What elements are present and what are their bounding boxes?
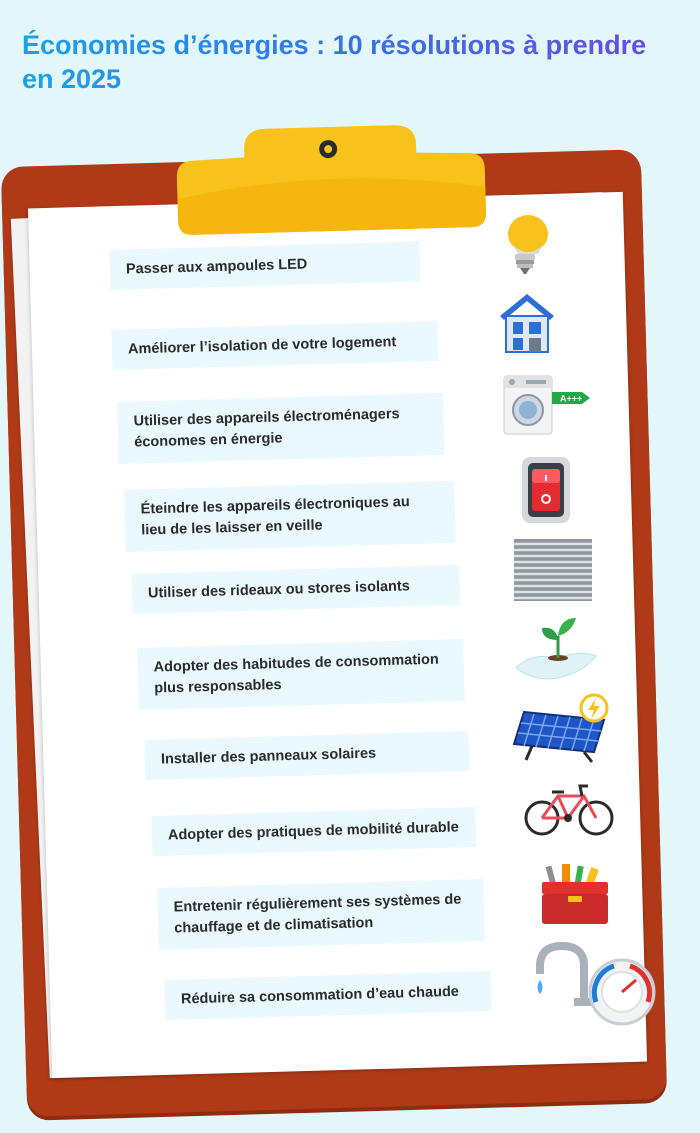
resolution-label-7: Installer des panneaux solaires [144,731,469,780]
solar-panel-icon [512,690,612,764]
house-icon [496,290,558,356]
washing-machine-icon [500,372,592,436]
energy-class-badge: A+++ [560,393,583,404]
faucet-thermostat-icon [526,940,660,1026]
led-bulb-icon [498,210,554,276]
page-title: Économies d’énergies : 10 résolutions à prendre en 2025 [22,28,672,96]
resolution-label-4: Éteindre les appareils électroniques au lieu de les laisser en veille [124,481,456,552]
resolution-label-9: Entretenir régulièrement ses systèmes de chauffage et de climatisation [157,879,485,950]
resolution-label-2: Améliorer l’isolation de votre logement [111,321,438,370]
resolution-label-1: Passer aux ampoules LED [109,241,420,290]
resolution-label-3: Utiliser des appareils électroménagers économes en énergie [117,393,445,464]
resolution-label-10: Réduire sa consommation d’eau chaude [164,971,491,1020]
bicycle-icon [522,780,616,840]
toolbox-icon [538,862,612,928]
power-switch-icon [520,455,572,525]
resolution-label-6: Adopter des habitudes de consommation plus responsables [137,639,465,710]
resolution-label-5: Utiliser des rideaux ou stores isolants [131,565,460,614]
plant-in-hand-icon [512,612,598,684]
window-blinds-icon [512,537,594,603]
clipboard-clip-icon [174,121,489,238]
resolution-label-8: Adopter des pratiques de mobilité durable [151,807,476,856]
